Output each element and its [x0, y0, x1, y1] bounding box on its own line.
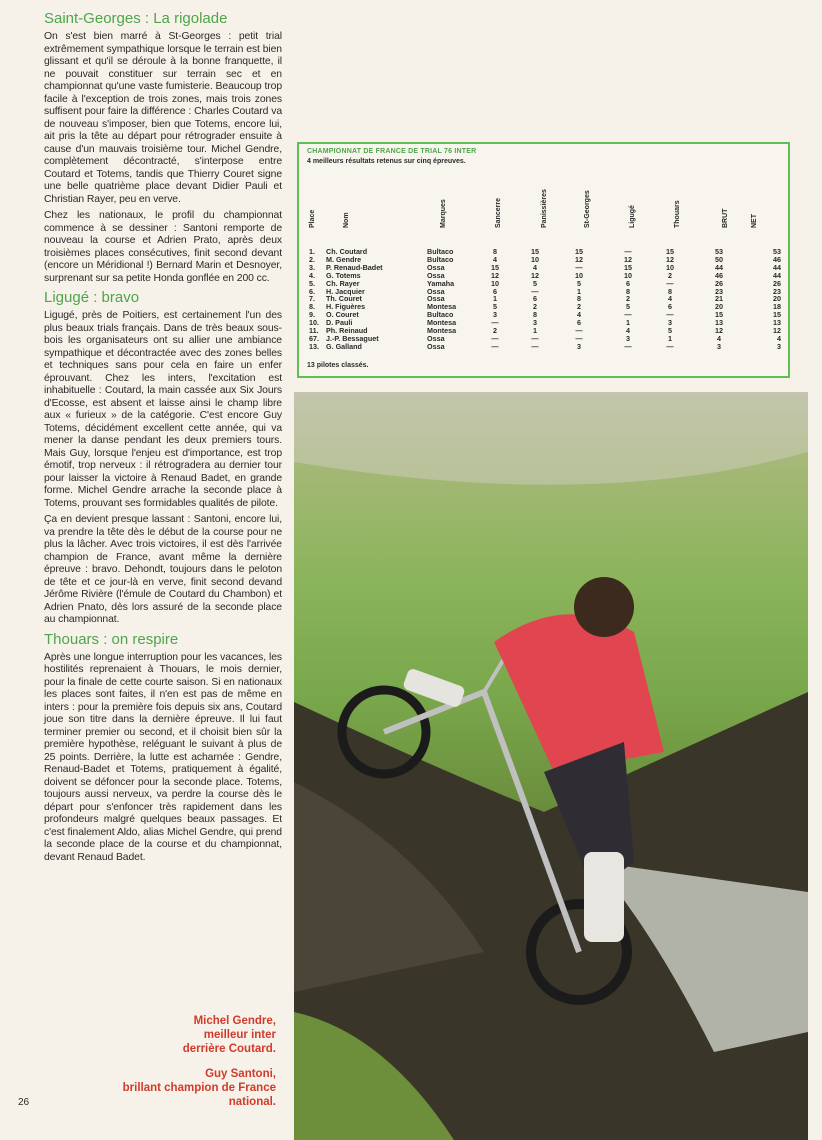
- table-cell: 2: [533, 302, 537, 312]
- column-header: Sancerre: [495, 198, 502, 228]
- table-cell: 15: [531, 247, 539, 256]
- photo-illustration: [294, 392, 808, 1140]
- column-header: Nom: [343, 212, 350, 228]
- table-cell: 12: [624, 254, 632, 264]
- table-cell: 6.: [309, 286, 315, 296]
- table-cell: 15: [773, 310, 781, 320]
- table-cell: 23: [773, 286, 781, 296]
- caption-line: national.: [228, 1096, 276, 1108]
- table-cell: Montesa: [427, 318, 457, 328]
- table-cell: 8: [668, 286, 672, 296]
- table-cell: Ch. Coutard: [326, 247, 368, 256]
- table-cell: Ossa: [427, 333, 445, 343]
- table-cell: 21: [715, 294, 723, 304]
- table-cell: J.-P. Bessaguet: [326, 333, 379, 343]
- table-cell: D. Pauli: [326, 318, 353, 328]
- section-title: Saint-Georges : La rigolade: [44, 10, 228, 27]
- table-cell: —: [666, 310, 674, 320]
- table-cell: 13.: [309, 341, 319, 351]
- table-cell: —: [531, 286, 539, 296]
- table-cell: Bultaco: [427, 254, 454, 264]
- table-cell: 4: [626, 326, 630, 335]
- table-cell: 46: [715, 270, 723, 280]
- table-cell: —: [575, 262, 583, 272]
- table-cell: 18: [773, 302, 781, 312]
- section-thouars: [44, 631, 282, 865]
- page-number: 26: [18, 1097, 30, 1108]
- table-cell: 5.: [309, 278, 315, 288]
- section-title: Ligugé : bravo: [44, 289, 140, 306]
- trial-rider-photo: [294, 392, 808, 1140]
- table-cell: 13: [773, 318, 781, 328]
- table-cell: 12: [666, 254, 674, 264]
- table-cell: G. Galland: [326, 341, 362, 351]
- table-cell: —: [491, 318, 499, 328]
- column-header: Place: [309, 209, 316, 228]
- table-title: CHAMPIONNAT DE FRANCE DE TRIAL 76 INTER: [307, 148, 477, 155]
- column-header: Thouars: [674, 200, 681, 228]
- table-cell: 4: [533, 262, 537, 272]
- table-cell: 44: [773, 270, 781, 280]
- table-cell: M. Gendre: [326, 254, 362, 264]
- paragraph: Après une longue interruption pour les vacances, les hostilités reprenaient à Thouars, le mois dernier, pour la finale de cette courte saison. Si en nationaux les places sont faites, il n'en est pas de même en inters : pour la première fois depuis six ans, Coutard joue son titre dans la dernière épreuve. Il lui faut terminer premier ou second, et il choisit bien sûr la première hypothèse, reléguant le suivant à plus de 25 points. Derrière, la lutte est acharnée : Gendre, Renaud-Badet et Totems, pratiquement à égalité, doivent se défoncer pour la seconde place. Totems, toujours aussi nerveux, va perdre la course dès le départ pour s'enfoncer très rapidement dans les profondeurs malgré quelques beaux passages. Et c'est finalement Aldo, alias Michel Gendre, qui prend la seconde place de la course et du championnat, devant Renaud Badet.: [44, 651, 282, 863]
- article-column: [44, 10, 282, 868]
- section-liguge: [44, 289, 282, 627]
- table-cell: 50: [715, 254, 723, 264]
- table-cell: 13: [715, 318, 723, 328]
- table-cell: 67.: [309, 333, 319, 343]
- table-cell: 3: [577, 341, 581, 351]
- table-cell: 10: [531, 254, 539, 264]
- table-cell: Montesa: [427, 302, 457, 312]
- table-cell: 20: [773, 294, 781, 304]
- table-cell: 4.: [309, 270, 315, 280]
- table-cell: —: [531, 341, 539, 351]
- table-cell: 6: [626, 278, 630, 288]
- paragraph: Ça en devient presque lassant : Santoni, encore lui, va prendre la tête dès le début de la course pour ne plus la lâcher. Avec trois victoires, il est dès l'arrivée champion de France, avant même la dernière épreuve : bravo. Dehondt, toujours dans le peloton de tête et ce jour-là en verve, finit second devand Jérôme Rivière (l'émule de Coutard du Chambon) et Adrien Pnato, dès lors assuré de la seconde place au championnat.: [44, 514, 282, 625]
- table-cell: 8: [533, 310, 537, 320]
- column-header: BRUT: [722, 208, 729, 228]
- table-cell: 1: [668, 333, 672, 343]
- table-cell: 3: [668, 318, 672, 328]
- table-cell: 20: [715, 302, 723, 312]
- table-cell: 6: [533, 294, 537, 304]
- caption-line: brillant champion de France: [122, 1082, 276, 1094]
- table-cell: —: [575, 333, 583, 343]
- table-cell: 3: [777, 341, 781, 351]
- table-cell: 4: [668, 294, 672, 304]
- table-cell: 5: [493, 302, 497, 312]
- table-cell: —: [491, 333, 499, 343]
- table-cell: Ch. Rayer: [326, 278, 360, 288]
- caption-line: derrière Coutard.: [182, 1043, 276, 1055]
- table-cell: 23: [715, 286, 723, 296]
- table-cell: 5: [577, 278, 581, 288]
- table-cell: 4: [493, 254, 497, 264]
- table-cell: 12: [491, 270, 499, 280]
- table-cell: 15: [666, 247, 674, 256]
- column-header: St-Georges: [584, 190, 591, 228]
- table-cell: 7.: [309, 294, 315, 304]
- table-cell: 15: [624, 262, 632, 272]
- table-cell: 26: [715, 278, 723, 288]
- table-cell: —: [491, 341, 499, 351]
- table-cell: H. Jacquier: [326, 286, 365, 296]
- table-cell: 1: [533, 326, 537, 335]
- table-cell: 1.: [309, 247, 315, 256]
- table-cell: 4: [717, 333, 721, 343]
- table-cell: 12: [575, 254, 583, 264]
- table-cell: 12: [531, 270, 539, 280]
- table-cell: 12: [773, 326, 781, 335]
- table-cell: 10: [666, 262, 674, 272]
- table-cell: Th. Couret: [326, 294, 362, 304]
- table-cell: H. Figuères: [326, 302, 366, 312]
- table-cell: 15: [715, 310, 723, 320]
- table-cell: 6: [493, 286, 497, 296]
- table-cell: Ossa: [427, 286, 445, 296]
- table-cell: —: [624, 310, 632, 320]
- table-cell: 4: [777, 333, 781, 343]
- table-cell: 8: [493, 247, 497, 256]
- table-cell: Ossa: [427, 270, 445, 280]
- table-cell: 53: [715, 247, 723, 256]
- table-cell: 53: [773, 247, 781, 256]
- table-cell: Ossa: [427, 262, 445, 272]
- paragraph: Ligugé, près de Poitiers, est certainement l'un des plus beaux trials français. Dans de très beaux sous-bois les organisateurs ont su allier une ambiance sympathique et décontractée avec des zones belles et techniques sans pour cela en faire un enfer éprouvant. Chez les inters, l'excitation est inhabituelle : Coutard, la main cassée aux Six Jours d'Ecosse, est absent et laisse ainsi le champ libre aux « furieux » de la catégorie. C'est encore Guy Totems, décidément excellent cette année, qui va mener la danse pendant les deux premiers tours. Mais Guy, lorsque l'enjeu est d'importance, est trop émotif, trop nerveux : il rétrogradera au dernier tour pour laisser la victoire à Renaud Badet, en grande forme. Michel Gendre arrache la seconde place à Totems, prouvant ses formidables qualités de pilote.: [44, 310, 282, 509]
- table-cell: 5: [668, 326, 672, 335]
- section-saint-georges: [44, 10, 282, 285]
- column-header: Panissières: [541, 189, 548, 228]
- table-footer: 13 pilotes classés.: [307, 362, 369, 369]
- table-cell: 10: [491, 278, 499, 288]
- table-cell: —: [666, 341, 674, 351]
- photo-caption-gendre: [183, 1014, 276, 1056]
- table-cell: —: [531, 333, 539, 343]
- table-cell: 8.: [309, 302, 315, 312]
- table-cell: 2.: [309, 254, 315, 264]
- section-title: Thouars : on respire: [44, 630, 179, 648]
- table-cell: 1: [493, 294, 497, 304]
- table-cell: 3: [717, 341, 721, 351]
- table-cell: 9.: [309, 310, 315, 320]
- table-cell: 3: [626, 333, 630, 343]
- photo-caption-santoni: [123, 1067, 276, 1109]
- table-cell: —: [666, 278, 674, 288]
- table-cell: 6: [577, 318, 581, 328]
- caption-line: Guy Santoni,: [205, 1068, 276, 1080]
- table-cell: 15: [491, 262, 499, 272]
- table-cell: 5: [533, 278, 537, 288]
- caption-line: Michel Gendre,: [193, 1015, 276, 1027]
- table-cell: 15: [575, 247, 583, 256]
- table-cell: —: [575, 326, 583, 335]
- table-cell: —: [624, 247, 632, 256]
- table-cell: 26: [773, 278, 781, 288]
- table-cell: P. Renaud-Badet: [326, 262, 383, 272]
- table-cell: —: [624, 341, 632, 351]
- table-cell: 5: [626, 302, 630, 312]
- table-cell: Ph. Reinaud: [326, 326, 368, 335]
- table-cell: 2: [668, 270, 672, 280]
- table-cell: 3: [533, 318, 537, 328]
- table-cell: 44: [715, 262, 723, 272]
- table-cell: 46: [773, 254, 781, 264]
- caption-line: meilleur inter: [203, 1029, 276, 1041]
- table-cell: O. Couret: [326, 310, 359, 320]
- column-header: Marques: [440, 199, 447, 228]
- table-cell: Ossa: [427, 341, 445, 351]
- table-cell: 3.: [309, 262, 315, 272]
- table-cell: Bultaco: [427, 247, 454, 256]
- table-cell: 44: [773, 262, 781, 272]
- table-cell: 4: [577, 310, 581, 320]
- table-cell: 2: [493, 326, 497, 335]
- table-cell: Bultaco: [427, 310, 454, 320]
- table-cell: Ossa: [427, 294, 445, 304]
- table-cell: 10: [575, 270, 583, 280]
- table-cell: 1: [577, 286, 581, 296]
- table-cell: 1: [626, 318, 630, 328]
- table-cell: 2: [577, 302, 581, 312]
- table-cell: 8: [626, 286, 630, 296]
- championship-table: [297, 142, 790, 378]
- table-cell: 6: [668, 302, 672, 312]
- table-cell: 8: [577, 294, 581, 304]
- table-cell: 2: [626, 294, 630, 304]
- paragraph: On s'est bien marré à St-Georges : petit trial extrêmement sympathique lorsque le terrain est bien glissant et qu'il se déroule à la bonne franquette, il ne pouvait constituer sur terrain sec et en championnat qu'une vaste fumisterie. Beaucoup trop facile à l'exception de trois zones, mais trois zones suffisent pour faire la différence : Charles Coutard va de nouveau s'imposer, bien que Totems, encore lui, ait pris la tête au départ pour rétrograder ensuite à cause d'un mauvais troisième tour. Michel Gendre, complètement décontracté, s'interpose entre Coutard et Totems, tandis que Thierry Couret signe une belle quatrième place devant Didier Pauli et Christian Rayer, peu en verve.: [44, 31, 282, 205]
- table-cell: Yamaha: [427, 278, 455, 288]
- table-subtitle: 4 meilleurs résultats retenus sur cinq épreuves.: [307, 158, 466, 165]
- table-cell: 12: [715, 326, 723, 335]
- table-cell: 10: [624, 270, 632, 280]
- table-cell: G. Totems: [326, 270, 361, 280]
- column-header: Ligugé: [629, 205, 636, 228]
- column-header: NET: [751, 214, 758, 228]
- paragraph: Chez les nationaux, le profil du championnat commence à se dessiner : Santoni remporte de nouveau la course et Adrien Prato, après deux troisièmes places consécutives, finit second devant (encore un Méridional !) Bernard Marin et Desnoyer, surprenant sur sa petite Honda gonflée en 200 cc.: [44, 210, 282, 284]
- table-cell: 10.: [309, 318, 319, 328]
- table-cell: Montesa: [427, 326, 457, 335]
- table-cell: 11.: [309, 326, 319, 335]
- table-cell: 3: [493, 310, 497, 320]
